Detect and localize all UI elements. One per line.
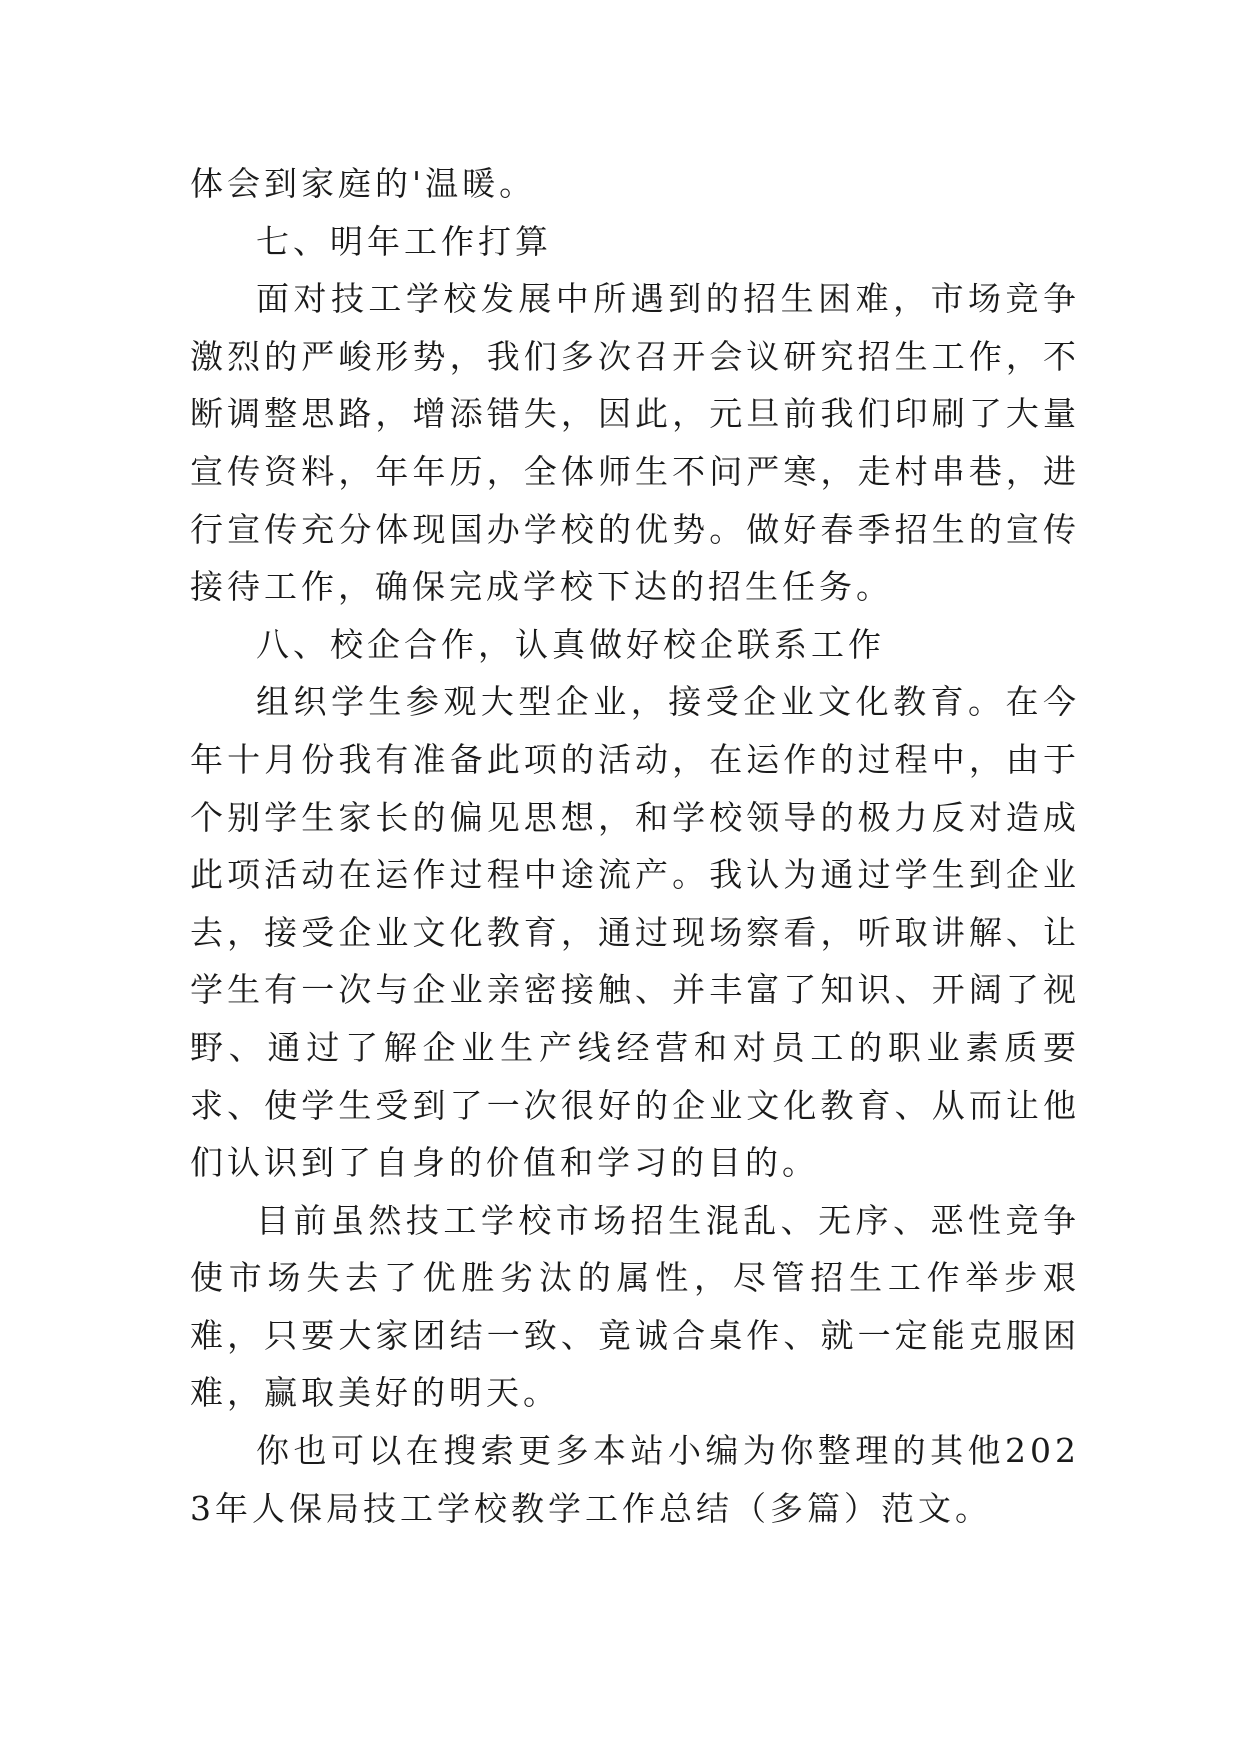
section-heading-seven: 七、明年工作打算 [256,221,552,261]
section-heading-eight: 八、校企合作，认真做好校企联系工作 [256,624,885,664]
paragraph-company-visit: 组织学生参观大型企业，接受企业文化教育。在今年十月份我有准备此项的活动，在运作的过程中，由于个别学生家长的偏见思想，和学校领导的极力反对造成此项活动在运作过程中途流产。我认为通过学生到企业去，接受企业文化教育，通过现场察看，听取讲解、让学生有一次与企业亲密接触、并丰富了知识、开阔了视野、通过了解企业生产线经营和对员工的职业素质要求、使学生受到了一次很好的企业文化教育、从而让他们认识到了自身的价值和学习的目的。 [190,682,1080,1183]
paragraph-continuation: 体会到家庭的'温暖。 [190,164,537,203]
paragraph-enrollment: 面对技工学校发展中所遇到的招生困难，市场竞争激烈的严峻形势，我们多次召开会议研究招生工作，不断调整思路，增添错失，因此，元旦前我们印刷了大量宣传资料，年年历，全体师生不问严寒，走村串巷，进行宣传充分体现国办学校的优势。做好春季招生的宣传接待工作，确保完成学校下达的招生任务。 [190,279,1080,607]
document-body [190,155,1080,1537]
paragraph-closing-note: 你也可以在搜索更多本站小编为你整理的其他2023年人保局技工学校教学工作总结（多篇）范文。 [190,1431,1080,1528]
paragraph-outlook: 目前虽然技工学校市场招生混乱、无序、恶性竞争使市场失去了优胜劣汰的属性，尽管招生工作举步艰难，只要大家团结一致、竟诚合桌作、就一定能克服困难，赢取美好的明天。 [190,1200,1080,1413]
